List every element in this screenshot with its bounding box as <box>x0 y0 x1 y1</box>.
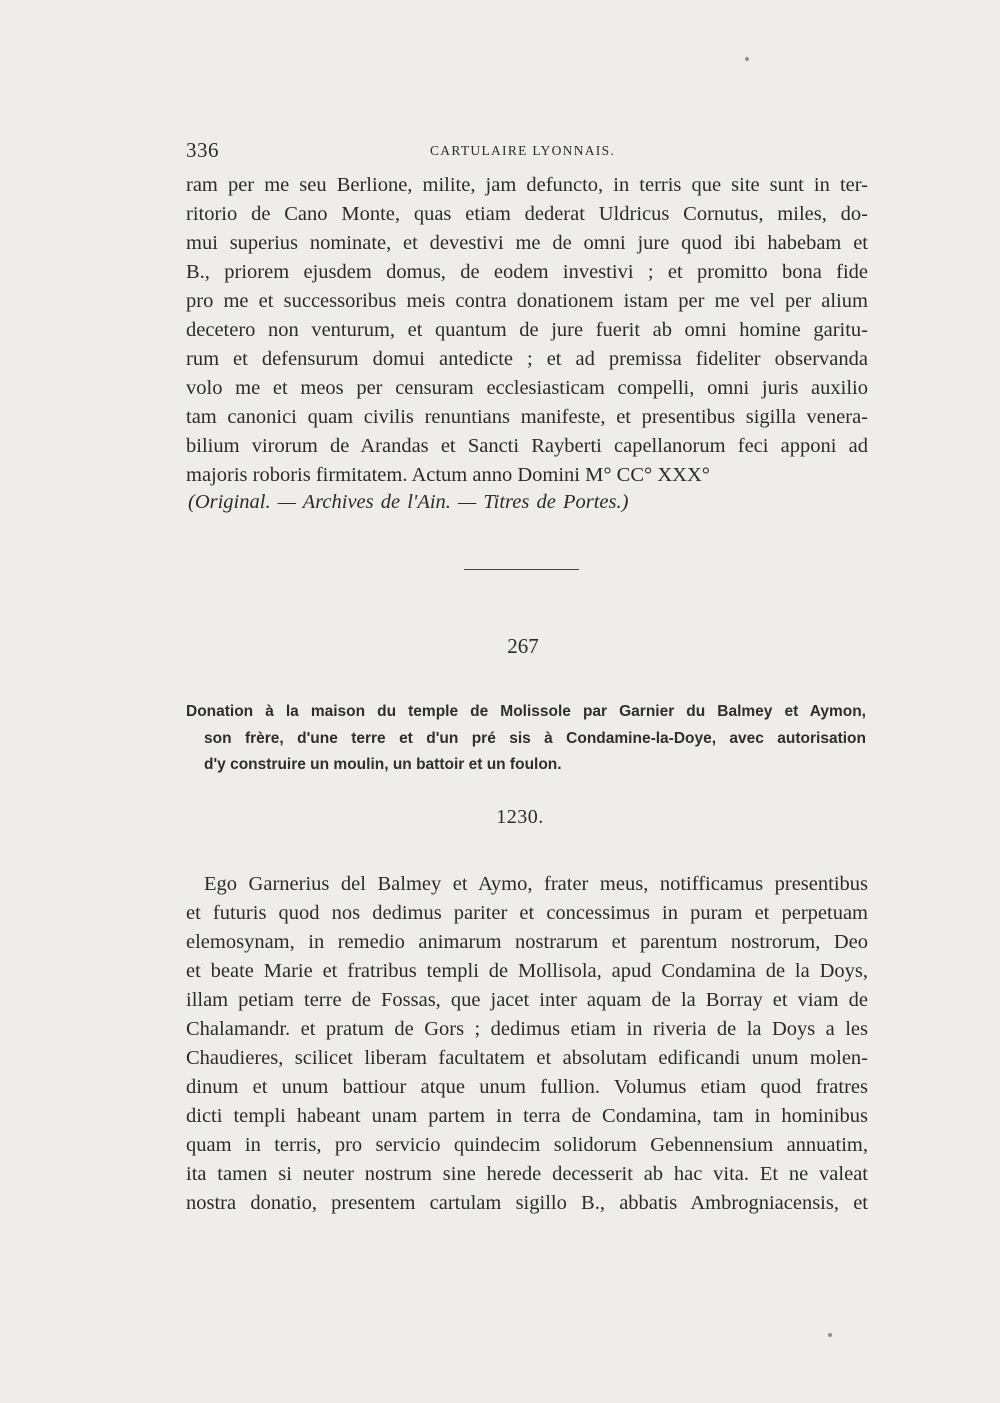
text-line: Ego Garnerius del Balmey et Aymo, frater meus, notifficamus presentibus <box>204 873 868 895</box>
text-line: elemosynam, in remedio animarum nostrarum et parentum nostrorum, Deo <box>186 931 868 953</box>
running-title: CARTULAIRE LYONNAIS. <box>430 143 616 158</box>
summary-line: son frère, d'une terre et d'un pré sis à Condamine-la-Doye, avec autorisation <box>204 729 866 747</box>
previous-charter-text <box>186 171 868 490</box>
section-separator <box>464 569 579 570</box>
text-line: nostra donatio, presentem cartulam sigillo B., abbatis Ambrogniacensis, et <box>186 1192 868 1214</box>
page-header <box>186 138 866 166</box>
text-line: ram per me seu Berlione, milite, jam defuncto, in terris que site sunt in ter- <box>186 174 868 196</box>
text-line: rum et defensurum domui antedicte ; et ad premissa fideliter observanda <box>186 348 868 370</box>
summary-line: Donation à la maison du temple de Molissole par Garnier du Balmey et Aymon, <box>186 703 866 720</box>
text-line: illam petiam terre de Fossas, que jacet inter aquam de la Borray et viam de <box>186 989 868 1011</box>
text-line: bilium virorum de Arandas et Sancti Rayberti capellanorum feci apponi ad <box>186 435 868 457</box>
text-line: volo me et meos per censuram ecclesiasticam compelli, omni juris auxilio <box>186 377 868 399</box>
charter-text <box>186 870 868 1218</box>
text-line: dinum et unum battiour atque unum fullion. Volumus etiam quod fratres <box>186 1076 868 1098</box>
text-line: tam canonici quam civilis renuntians manifeste, et presentibus sigilla venera- <box>186 406 868 428</box>
text-line: quam in terris, pro servicio quindecim solidorum Gebennensium annuatim, <box>186 1134 868 1156</box>
charter-number: 267 <box>507 634 539 658</box>
text-line: mui superius nominate, et devestivi me de omni jure quod ibi habebam et <box>186 232 868 254</box>
text-line: et futuris quod nos dedimus pariter et concessimus in puram et perpetuam <box>186 902 868 924</box>
text-line: Chaudieres, scilicet liberam facultatem et absolutam edificandi unum molen- <box>186 1047 868 1069</box>
page-number: 336 <box>186 138 219 162</box>
text-line: decetero non venturum, et quantum de jure fuerit ab omni homine garitu- <box>186 319 868 341</box>
text-line: et beate Marie et fratribus templi de Mollisola, apud Condamina de la Doys, <box>186 960 868 982</box>
text-line: pro me et successoribus meis contra donationem istam per me vel per alium <box>186 290 868 312</box>
text-line: B., priorem ejusdem domus, de eodem investivi ; et promitto bona fide <box>186 261 868 283</box>
summary-line: d'y construire un moulin, un battoir et un foulon. <box>204 756 562 773</box>
text-line: majoris roboris firmitatem. Actum anno Domini M° CC° XXX° <box>186 464 710 486</box>
text-line: Chalamandr. et pratum de Gors ; dedimus etiam in riveria de la Doys a les <box>186 1018 868 1040</box>
text-line: ritorio de Cano Monte, quas etiam dederat Uldricus Cornutus, miles, do- <box>186 203 868 225</box>
source-citation: (Original. — Archives de l'Ain. — Titres de Portes.) <box>188 491 629 513</box>
paper-speck <box>828 1333 832 1337</box>
text-line: ita tamen si neuter nostrum sine herede decesserit ab hac vita. Et ne valeat <box>186 1163 868 1185</box>
charter-summary <box>186 699 866 779</box>
paper-speck <box>745 57 749 61</box>
charter-date: 1230. <box>496 806 544 828</box>
text-line: dicti templi habeant unam partem in terra de Condamina, tam in hominibus <box>186 1105 868 1127</box>
